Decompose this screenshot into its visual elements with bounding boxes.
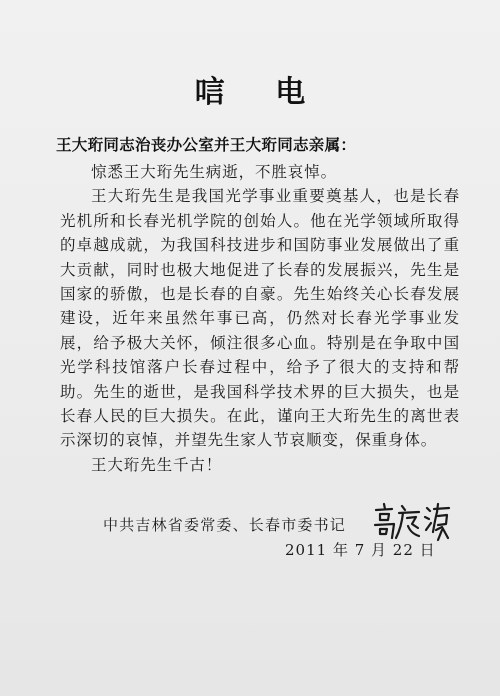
body-paragraph-2: 王大珩先生是我国光学事业重要奠基人，也是长春光机所和长春光机学院的创始人。他在光学领域所取得的卓越成就，为我国科技进步和国防事业发展做出了重大贡献，同时也极大地促进了长春的发展振兴，先生是国家的骄傲，也是长春的自豪。先生始终关心长春发展建设，近年来虽然年事已高，仍然对长春光学事业发展，给予极大关怀，倾注很多心血。特别是在争取中国光学科技馆落户长春过程中，给予了很大的支持和帮助。先生的逝世，是我国科学技术界的巨大损失，也是长春人民的巨大损失。在此，谨向王大珩先生的离世表示深切的哀悼，并望先生家人节哀顺变，保重身体。 — [60, 187, 460, 450]
handwritten-signature — [372, 500, 452, 544]
body-paragraph-1: 惊悉王大珩先生病逝，不胜哀悼。 — [91, 163, 338, 181]
document-title: 唁 电 — [194, 75, 326, 110]
body-paragraph-3: 王大珩先生千古！ — [91, 455, 223, 474]
salutation: 王大珩同志治丧办公室并王大珩同志亲属： — [56, 136, 357, 154]
letter-date: 2011 年 7 月 22 日 — [285, 541, 436, 559]
signatory-title: 中共吉林省委常委、长春市委书记 — [103, 516, 347, 534]
letter-body — [60, 160, 460, 477]
